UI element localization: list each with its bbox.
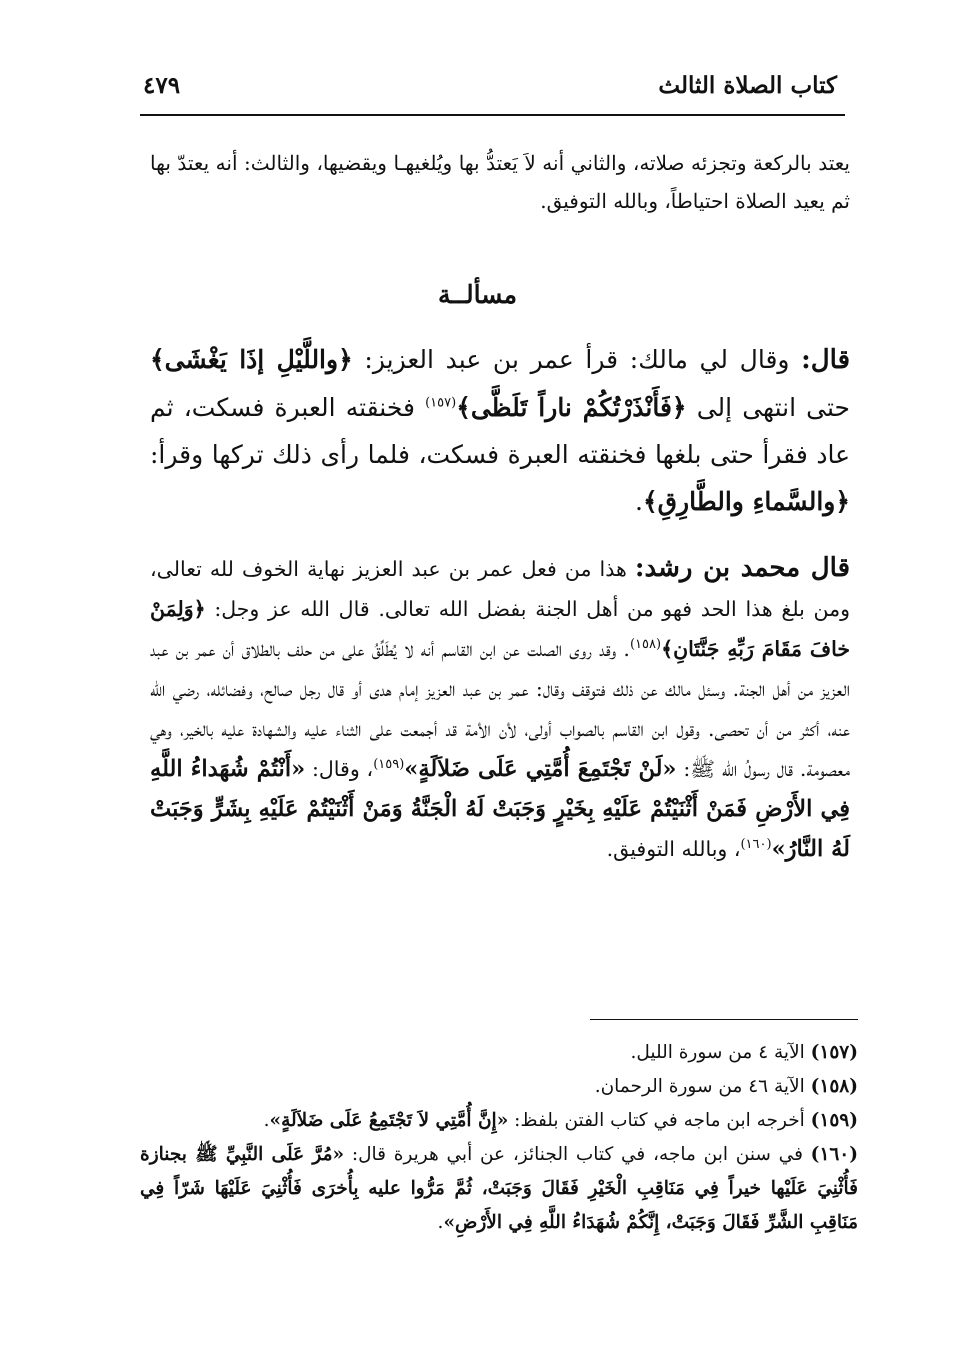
story-text: حتى انتهى إلى (686, 393, 850, 422)
page-number: ٤٧٩ (143, 72, 181, 99)
footnote-number: (١٦٠) (810, 1144, 859, 1165)
section-heading: مسألــة (438, 280, 517, 309)
footnote-text: في سنن ابن ماجه، في كتاب الجنائز، عن أبي هريرة قال: (344, 1144, 811, 1165)
footnote-text: الآية ٤٦ من سورة الرحمان. (594, 1076, 811, 1097)
quran-verse: ﴿وَلِمَنْ خافَ مَقَامَ رَبِّهِ جَنَّتَانِ﴾ (150, 597, 850, 661)
commentary-text: هذا من فعل عمر بن عبد العزيز نهاية الخوف لله تعالى، ومن بلغ هذا الحد فهو من أهل الجنة بفضل الله تعالى. قال الله عز وجل: (150, 557, 850, 621)
footnote-ref[interactable]: (١٦٠) (740, 837, 772, 853)
footnote-item (140, 1104, 858, 1138)
quran-verse: ﴿واللَّيْلِ إذَا يَغْشَى﴾ (150, 345, 353, 374)
footnote-hadith: «إِنَّ أُمَّتِي لاَ تَجْتَمِعُ عَلَى ضَلاَلَةٍ» (269, 1110, 509, 1131)
footnote-hadith: «مُرَّ عَلَى النَّبِيِّ ﷺ بجنازة فَأُثْنِيَ عَلَيْها خيراً فِي مَنَاقِبِ الْخَيْرِ فَقَالَ وَجَبَتْ، ثُمَّ مَرُّوا عليه بِأُخرَى فَأُثْنِيَ عَلَيْهَا شَرّاً فِي مَنَاقِبِ الشَّرِّ فَقَالَ وَجَبَتْ، إِنَّكُمْ شُهَدَاءُ اللَّهِ فِي الأَرْضِ» (140, 1144, 858, 1233)
footnote-tail: . (263, 1110, 270, 1131)
footnote-item (140, 1138, 858, 1240)
commentary-paragraph (150, 548, 850, 869)
footnote-text: الآية ٤ من سورة الليل. (630, 1042, 811, 1063)
commentary-text: ، وقال: (305, 757, 374, 781)
footnote-number: (١٥٨) (810, 1076, 858, 1097)
commentator-lead: قال محمد بن رشد: (634, 553, 850, 583)
footnote-text: أخرجه ابن ماجه في كتاب الفتن بلفظ: (508, 1110, 811, 1131)
hadith-quote: «أَنْتُمْ شُهَداءُ اللَّهِ فِي الأَرْضِ فَمَنْ أَثْنَيْتُمْ عَلَيْهِ بِخَيْرٍ وَجَبَتْ لَهُ الْجَنَّةُ وَمَنْ أَثْنَيْتُمْ عَلَيْهِ بِشَرٍّ وَجَبَتْ لَهُ النَّارُ» (150, 756, 850, 862)
story-text: فخنقته العبرة فسكت، ثم عاد فقرأ حتى بلغها فخنقته العبرة فسكت، فلما رأى ذلك تركها وقرأ: (150, 393, 850, 469)
hadith-quote: «لَنْ تَجْتَمِعَ أُمَّتِي عَلَى ضَلاَلَةٍ» (404, 756, 677, 782)
footnote-divider (590, 1019, 858, 1020)
footnote-ref[interactable]: (١٥٧) (425, 395, 457, 411)
quran-verse: ﴿فَأَنْذَرْتُكُمْ ناراً تَلَظَّى﴾ (456, 393, 687, 422)
running-header-title: كتاب الصلاة الثالث (658, 72, 837, 99)
footnote-item (140, 1036, 858, 1070)
footnote-item (140, 1070, 858, 1104)
footnote-ref[interactable]: (١٥٨) (629, 637, 662, 653)
footnotes-section (140, 1036, 858, 1240)
intro-paragraph: يعتد بالركعة وتجزئه صلاته، والثاني أنه لاَ يَعتدُّ بها ويُلغيهـا ويقضيها، والثالث: أنه يعتدّ بها ثم يعيد الصلاة احتياطاً، وبالله التوفيق. (150, 151, 850, 213)
footnote-number: (١٥٧) (810, 1042, 858, 1063)
header-divider (140, 114, 845, 116)
footnote-tail: . (437, 1212, 444, 1233)
story-paragraph (150, 336, 850, 525)
footnote-ref[interactable]: (١٥٩) (373, 757, 405, 773)
quran-verse: ﴿والسَّماءِ والطَّارِقِ﴾ (643, 487, 850, 516)
footnote-number: (١٥٩) (810, 1110, 858, 1131)
speaker-lead: قال: (801, 345, 851, 375)
story-text: وقال لي مالك: قرأ عمر بن عبد العزيز: (352, 345, 802, 374)
commentary-text: . وقد روى الصلت عن ابن القاسم أنه لا يُطَلِّقُ على من حلف بالطلاق أن عمر بن عبد العزيز من أهل الجنة. وسئل مالك عن ذلك فتوقف وقال: عمر بن عبد العزيز إمام هدى أو قال رجل صالح، وفضائله، رضي الله عنه، أكثر من أن تحصى. وقول ابن القاسم بالصواب أولى، لأن الأمة قد أجمعت على الثناء عليه والشهادة عليه بالخير، وهي معصومة. قال رسولُ الله ﷺ: (150, 637, 850, 781)
story-text: . (635, 487, 643, 516)
commentary-text: ، وبالله التوفيق. (606, 837, 741, 861)
